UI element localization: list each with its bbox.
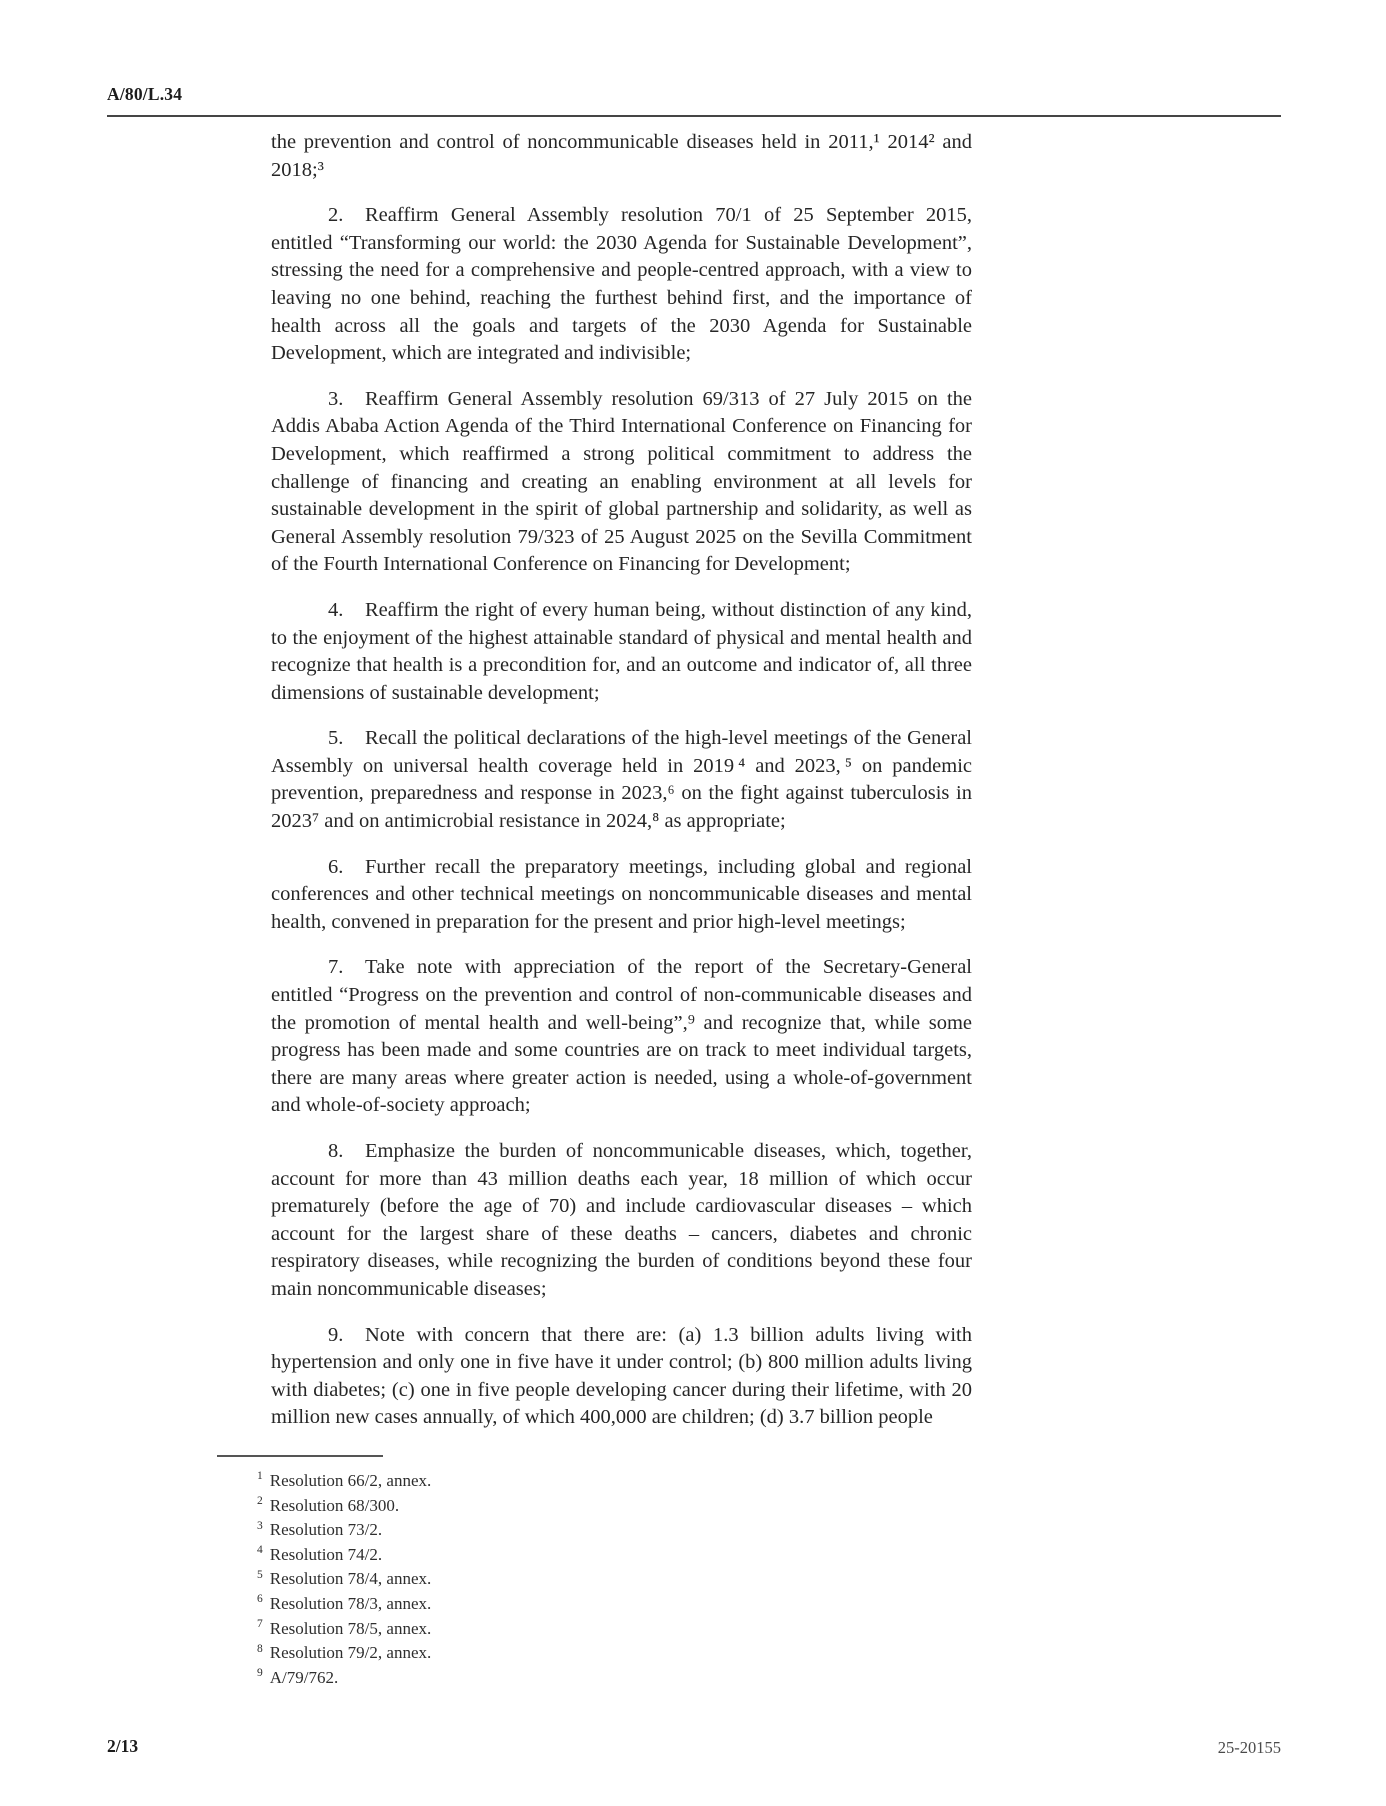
paragraph-6 [271,854,972,937]
paragraph-number: 5. [328,727,344,750]
paragraph-number: 9. [328,1323,344,1346]
paragraph-text: the prevention and control of noncommunicable diseases held in 2011,¹ 2014² and 2018;³ [271,131,972,181]
footnote-text: Resolution 78/4, annex. [269,1569,432,1589]
footnote-marker: 9 [257,1667,263,1680]
paragraph-4 [271,597,972,707]
paragraph-5 [271,725,972,835]
paragraph-text: Reaffirm General Assembly resolution 69/313 of 27 July 2015 on the Addis Ababa Action Agenda of the Third International Conference on Financing for Development, which reaffirmed a strong political commitment to address the challenge of financing and creating an enabling environment at all levels for sustainable development in the spirit of global partnership and solidarity, as well as General Assembly resolution 79/323 of 25 August 2025 on the Sevilla Commitment of the Fourth International Conference on Financing for Development; [271,387,972,576]
footnote-text: Resolution 66/2, annex. [269,1471,432,1490]
paragraph-text: Reaffirm the right of every human being, without distinction of any kind, to the enjoyment of the highest attainable standard of physical and mental health and recognize that health is a precondition for, and an outcome and indicator of, all three dimensions of sustainable development; [271,598,972,704]
footnote-item [257,1494,971,1519]
footnote-marker: 5 [257,1568,263,1581]
footnote-separator [217,1455,383,1457]
footnote-text: Resolution 68/300. [269,1495,400,1515]
footnote-text: Resolution 78/5, annex. [269,1618,432,1638]
footnote-text: Resolution 74/2. [269,1544,383,1564]
paragraph-8 [271,1138,972,1304]
footnote-item [257,1617,971,1642]
footnote-item [257,1592,971,1617]
footnote-text: A/79/762. [269,1667,339,1687]
footnote-item [257,1666,971,1691]
paragraph-text: Emphasize the burden of noncommunicable diseases, which, together, account for more than 43 million deaths each year, 18 million of which occur prematurely (before the age of 70) and include cardiovascular diseases – which account for the largest share of these deaths – cancers, diabetes and chronic respiratory diseases, while recognizing the burden of conditions beyond these four main noncommunicable diseases; [271,1140,972,1300]
paragraph-2 [271,202,972,368]
footnote-text: Resolution 73/2. [269,1520,383,1540]
document-body [271,129,972,1450]
footnote-marker: 1 [257,1470,263,1483]
footnote-marker: 2 [257,1494,263,1507]
paragraph-7 [271,954,972,1120]
paragraph-3 [271,386,972,579]
footnote-item [257,1469,971,1494]
document-symbol: A/80/L.34 [107,84,183,104]
paragraph-number: 3. [328,387,344,410]
paragraph-number: 7. [328,956,344,979]
paragraph-9 [271,1322,972,1432]
footnote-marker: 4 [257,1544,263,1557]
header-rule [107,115,1281,117]
footnote-item [257,1567,971,1592]
paragraph-text: Take note with appreciation of the report of the Secretary-General entitled “Progress on the prevention and control of non-communicable diseases and the promotion of mental health and well-being”,⁹ and recognize that, while some progress has been made and some countries are on track to meet individual targets, there are many areas where greater action is needed, using a whole-of-government and whole-of-society approach; [271,956,972,1117]
paragraph-number: 6. [328,855,344,878]
footnote-item [257,1543,971,1568]
footnote-item [257,1518,971,1543]
paragraph-text: Recall the political declarations of the high-level meetings of the General Assembly on universal health coverage held in 2019 ⁴ and 2023, ⁵ on pandemic prevention, preparedness and response in 2023,⁶ on the fight against tuberculosis in 2023⁷ and on antimicrobial resistance in 2024,⁸ as appropriate; [271,727,972,833]
footnote-marker: 6 [257,1593,263,1606]
paragraph-number: 2. [328,204,344,227]
footnote-item [257,1641,971,1666]
footer-job-number: 25-20155 [1217,1738,1281,1757]
footnote-marker: 3 [257,1519,263,1532]
footnotes [257,1469,971,1690]
footnote-marker: 7 [257,1617,263,1630]
footnote-text: Resolution 78/3, annex. [269,1593,432,1613]
paragraph-continuation [271,129,972,184]
paragraph-text: Further recall the preparatory meetings, including global and regional conferences and other technical meetings on noncommunicable diseases and mental health, convened in preparation for the present and prior high-level meetings; [271,855,972,933]
paragraph-text: Note with concern that there are: (a) 1.3 billion adults living with hypertension and only one in five have it under control; (b) 800 million adults living with diabetes; (c) one in five people developing cancer during their lifetime, with 20 million new cases annually, of which 400,000 are children; (d) 3.7 billion people [271,1323,972,1429]
footer-page-number: 2/13 [107,1736,139,1756]
footnote-marker: 8 [257,1642,263,1655]
paragraph-number: 8. [328,1140,344,1162]
paragraph-text: Reaffirm General Assembly resolution 70/1 of 25 September 2015, entitled “Transforming our world: the 2030 Agenda for Sustainable Development”, stressing the need for a comprehensive and people-centred approach, with a view to leaving no one behind, reaching the furthest behind first, and the importance of health across all the goals and targets of the 2030 Agenda for Sustainable Development, which are integrated and indivisible; [271,204,972,365]
paragraph-number: 4. [328,598,344,621]
footnote-text: Resolution 79/2, annex. [269,1643,432,1663]
